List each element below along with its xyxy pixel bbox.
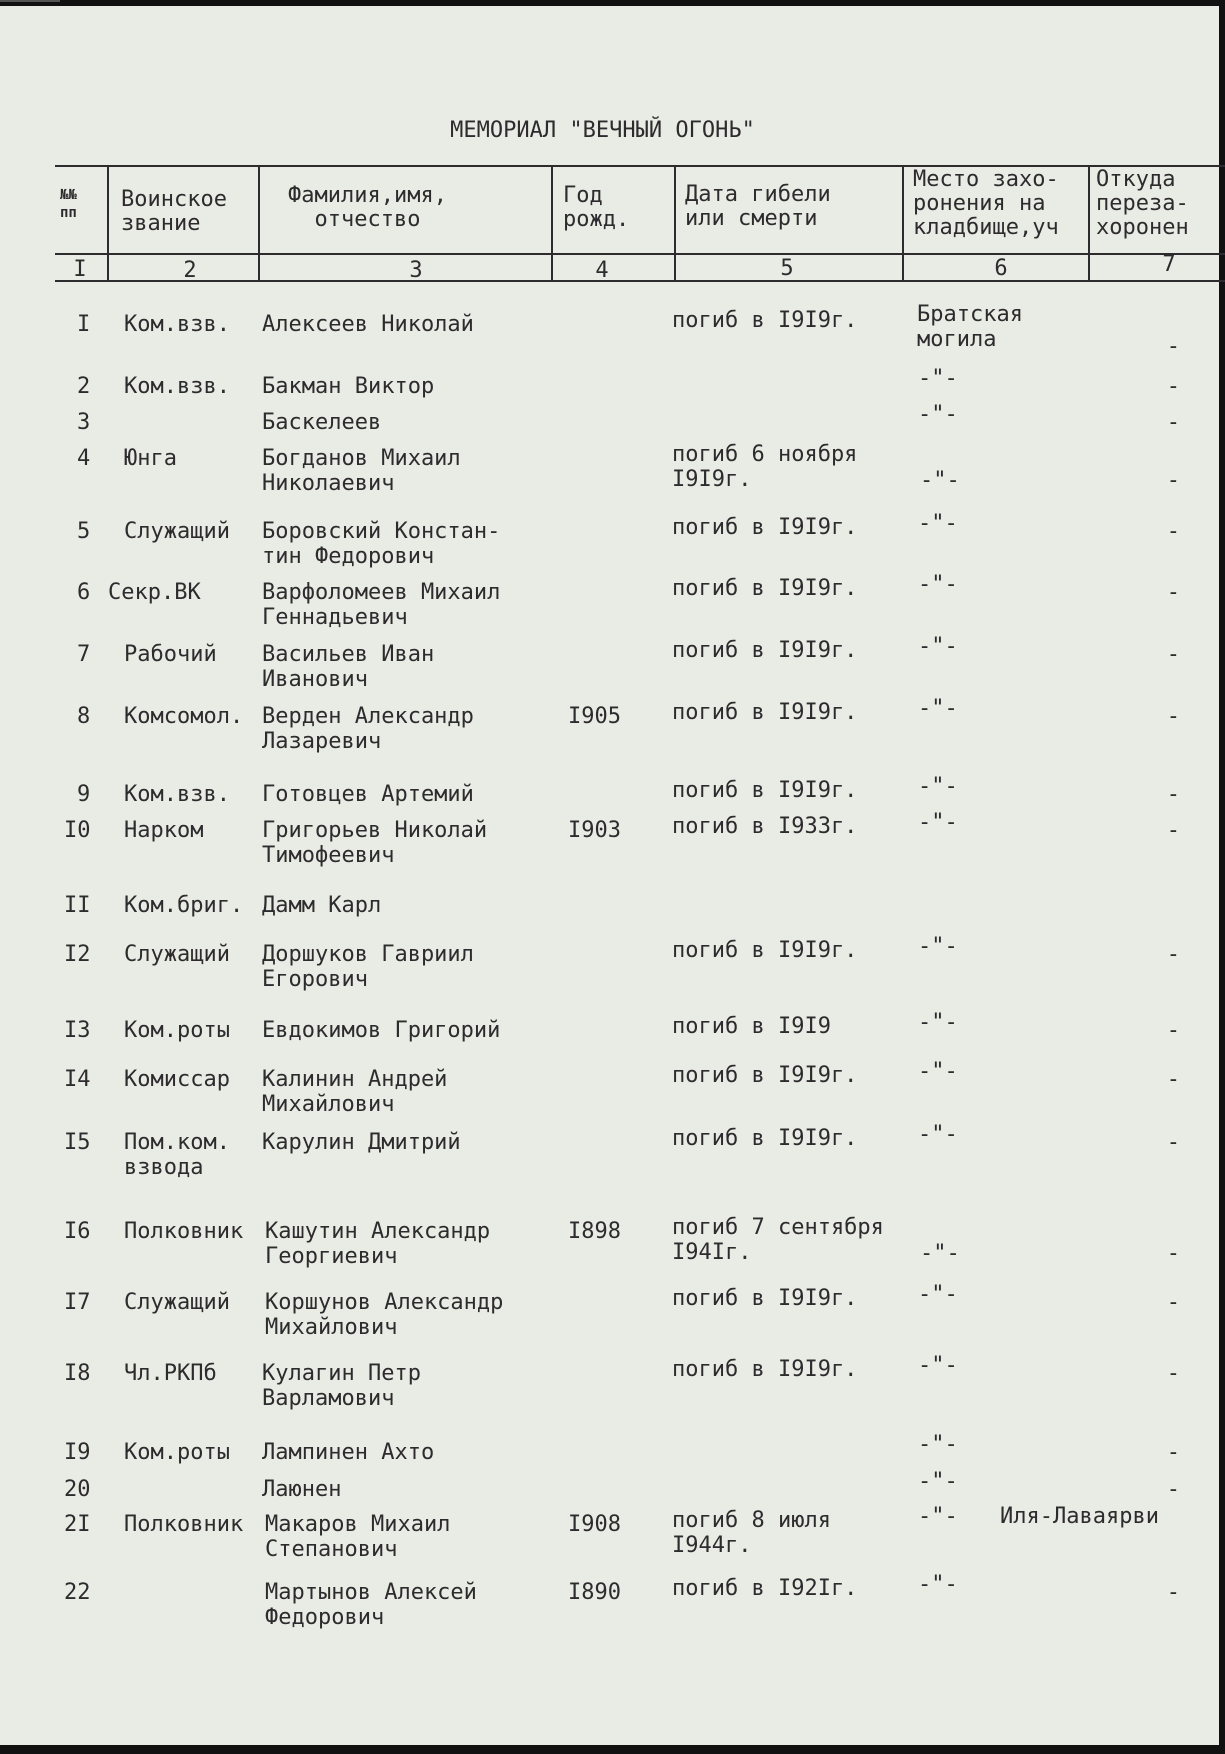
- row-name: Алексеев Николай: [262, 312, 474, 337]
- page-title: МЕМОРИАЛ "ВЕЧНЫЙ ОГОНЬ": [450, 118, 755, 143]
- row-death-date: погиб в I9I9г.: [672, 515, 858, 540]
- row-burial-place: -"-: [918, 634, 958, 659]
- row-reburied-from: -: [1166, 1067, 1180, 1092]
- row-reburied-from: -: [1166, 519, 1180, 544]
- row-reburied-from: -: [1166, 1440, 1180, 1465]
- row-name: Лаюнен: [262, 1477, 342, 1502]
- row-death-date: погиб в I9I9г.: [672, 638, 858, 663]
- row-burial-place: -"-: [918, 1469, 958, 1494]
- column-number-2: 2: [183, 258, 197, 283]
- row-number: 22: [64, 1580, 91, 1605]
- row-reburied-from: -: [1166, 782, 1180, 807]
- row-burial-place: -"-: [918, 696, 958, 721]
- row-reburied-from: -: [1166, 1018, 1180, 1043]
- row-name: Калинин Андрей Михайлович: [262, 1067, 448, 1117]
- row-death-date: погиб в I9I9г.: [672, 308, 858, 333]
- row-death-date: погиб в I9I9г.: [672, 700, 858, 725]
- row-name: Бакман Виктор: [262, 374, 435, 399]
- row-name: Карулин Дмитрий: [262, 1130, 461, 1155]
- row-name: Доршуков Гавриил Егорович: [262, 942, 474, 992]
- row-burial-place: -"-: [918, 366, 958, 391]
- row-name: Кулагин Петр Варламович: [262, 1361, 421, 1411]
- row-burial-place: -"-: [918, 1504, 958, 1529]
- row-name: Дамм Карл: [262, 893, 382, 918]
- row-number: 4: [77, 446, 91, 471]
- col-divider-6: [1088, 165, 1090, 280]
- row-rank: Комиссар: [124, 1067, 230, 1092]
- row-burial-place: -"-: [918, 1010, 958, 1035]
- row-name: Верден Александр Лазаревич: [262, 704, 474, 754]
- row-rank: Полковник: [124, 1219, 244, 1244]
- row-burial-place: -"-: [918, 511, 958, 536]
- row-number: 2: [77, 374, 91, 399]
- row-name: Мартынов Алексей Федорович: [265, 1580, 477, 1630]
- row-number: 2I: [64, 1512, 91, 1537]
- row-reburied-from: -: [1166, 1290, 1180, 1315]
- row-number: II: [64, 893, 91, 918]
- row-reburied-from: -: [1166, 942, 1180, 967]
- header-burial-place: Место захо- ронения на кладбище,уч: [913, 167, 1059, 240]
- row-rank: Ком.роты: [124, 1440, 230, 1465]
- row-rank: Ком.бриг.: [124, 893, 244, 918]
- row-name: Боровский Констан- тин Федорович: [262, 519, 501, 569]
- row-rank: Юнга: [124, 446, 177, 471]
- row-name: Васильев Иван Иванович: [262, 642, 435, 692]
- row-burial-place: -"-: [920, 1241, 960, 1266]
- row-reburied-from: -: [1166, 1477, 1180, 1502]
- column-number-7: 7: [1162, 252, 1176, 277]
- row-number: I5: [64, 1130, 91, 1155]
- number-row-rule: [55, 280, 1225, 282]
- row-death-date: погиб в I92Iг.: [672, 1576, 858, 1601]
- row-rank: Служащий: [124, 1290, 230, 1315]
- row-number: I8: [64, 1361, 91, 1386]
- row-number: I7: [64, 1290, 91, 1315]
- row-rank: Ком.взв.: [124, 374, 230, 399]
- row-burial-place: -"-: [918, 402, 958, 427]
- col-divider-1: [107, 165, 109, 280]
- row-number: 7: [77, 642, 91, 667]
- col-divider-5: [902, 165, 904, 280]
- row-rank: Комсомол.: [124, 704, 244, 729]
- scan-edge-bottom: [0, 1745, 1225, 1754]
- row-death-date: погиб в I9I9г.: [672, 778, 858, 803]
- row-number: I2: [64, 942, 91, 967]
- header-death-date: Дата гибели или смерти: [685, 182, 831, 231]
- column-number-5: 5: [780, 256, 794, 281]
- row-number: 6: [77, 580, 91, 605]
- header-reburied-from: Откуда переза- хоронен: [1096, 167, 1189, 240]
- column-number-1: I: [73, 257, 87, 282]
- row-reburied-from: -: [1166, 334, 1180, 359]
- row-name: Макаров Михаил Степанович: [265, 1512, 451, 1562]
- row-birth-year: I908: [568, 1512, 621, 1537]
- row-number: I0: [64, 818, 91, 843]
- row-burial-place: -"-: [918, 1122, 958, 1147]
- header-birth-year: Год рожд.: [563, 183, 630, 232]
- header-bottom-rule: [55, 253, 1225, 255]
- row-death-date: погиб в I9I9: [672, 1014, 831, 1039]
- row-death-date: погиб в I9I9г.: [672, 1126, 858, 1151]
- header-number: №№ пп: [60, 187, 77, 221]
- row-rank: Служащий: [124, 942, 230, 967]
- column-number-6: 6: [994, 256, 1008, 281]
- row-birth-year: I905: [568, 704, 621, 729]
- row-rank: Служащий: [124, 519, 230, 544]
- row-reburied-from: -: [1166, 580, 1180, 605]
- header-name: Фамилия,имя, отчество: [288, 183, 447, 232]
- row-death-date: погиб в I933г.: [672, 814, 858, 839]
- col-divider-4: [674, 165, 676, 280]
- row-reburied-from: -: [1166, 374, 1180, 399]
- row-rank: Ком.взв.: [124, 782, 230, 807]
- scan-edge-top-mark: [0, 0, 60, 2]
- row-burial-place: -"-: [918, 1432, 958, 1457]
- row-name: Готовцев Артемий: [262, 782, 474, 807]
- row-name: Богданов Михаил Николаевич: [262, 446, 461, 496]
- row-rank: Чл.РКПб: [124, 1361, 217, 1386]
- row-death-date: погиб в I9I9г.: [672, 938, 858, 963]
- row-burial-place: Братская могила: [917, 302, 1023, 352]
- row-rank: Полковник: [124, 1512, 244, 1537]
- row-birth-year: I898: [568, 1219, 621, 1244]
- row-number: 9: [77, 782, 91, 807]
- row-burial-place: -"-: [918, 774, 958, 799]
- row-burial-place: -"-: [918, 934, 958, 959]
- row-burial-place: -"-: [920, 468, 960, 493]
- row-reburied-from: -: [1166, 468, 1180, 493]
- row-rank: Пом.ком. взвода: [124, 1130, 230, 1180]
- row-death-date: погиб в I9I9г.: [672, 1063, 858, 1088]
- row-reburied-from: -: [1166, 1580, 1180, 1605]
- row-number: 8: [77, 704, 91, 729]
- row-rank: Секр.ВК: [108, 580, 201, 605]
- row-number: 20: [64, 1477, 91, 1502]
- scan-edge-top: [0, 0, 1225, 6]
- column-number-4: 4: [595, 258, 609, 283]
- row-rank: Нарком: [124, 818, 204, 843]
- header-rank: Воинское звание: [121, 187, 227, 236]
- row-death-date: погиб в I9I9г.: [672, 576, 858, 601]
- row-reburied-from: -: [1166, 704, 1180, 729]
- row-rank: Ком.взв.: [124, 312, 230, 337]
- row-number: I4: [64, 1067, 91, 1092]
- row-reburied-from: Иля-Лаваярви: [1000, 1504, 1159, 1529]
- scan-edge-right: [1219, 0, 1225, 1754]
- row-death-date: погиб в I9I9г.: [672, 1286, 858, 1311]
- row-reburied-from: -: [1166, 410, 1180, 435]
- row-number: 3: [77, 410, 91, 435]
- row-name: Григорьев Николай Тимофеевич: [262, 818, 488, 868]
- column-number-3: 3: [409, 258, 423, 283]
- row-reburied-from: -: [1166, 1130, 1180, 1155]
- row-death-date: погиб 8 июля I944г.: [672, 1508, 831, 1558]
- row-reburied-from: -: [1166, 642, 1180, 667]
- row-death-date: погиб 7 сентября I94Iг.: [672, 1215, 884, 1265]
- row-burial-place: -"-: [918, 810, 958, 835]
- row-reburied-from: -: [1166, 818, 1180, 843]
- row-reburied-from: -: [1166, 1361, 1180, 1386]
- row-name: Евдокимов Григорий: [262, 1018, 501, 1043]
- row-number: I6: [64, 1219, 91, 1244]
- row-birth-year: I890: [568, 1580, 621, 1605]
- row-burial-place: -"-: [918, 1572, 958, 1597]
- row-birth-year: I903: [568, 818, 621, 843]
- row-rank: Рабочий: [124, 642, 217, 667]
- row-name: Кашутин Александр Георгиевич: [265, 1219, 491, 1269]
- row-name: Коршунов Александр Михайлович: [265, 1290, 504, 1340]
- row-reburied-from: -: [1166, 1241, 1180, 1266]
- row-number: 5: [77, 519, 91, 544]
- row-death-date: погиб 6 ноября I9I9г.: [672, 442, 858, 492]
- row-burial-place: -"-: [918, 1282, 958, 1307]
- row-rank: Ком.роты: [124, 1018, 230, 1043]
- row-name: Лампинен Ахто: [262, 1440, 435, 1465]
- row-burial-place: -"-: [918, 572, 958, 597]
- row-name: Баскелеев: [262, 410, 382, 435]
- row-burial-place: -"-: [918, 1059, 958, 1084]
- row-number: I3: [64, 1018, 91, 1043]
- row-number: I: [77, 312, 91, 337]
- col-divider-2: [258, 165, 260, 280]
- row-death-date: погиб в I9I9г.: [672, 1357, 858, 1382]
- row-name: Варфоломеев Михаил Геннадьевич: [262, 580, 501, 630]
- row-burial-place: -"-: [918, 1353, 958, 1378]
- col-divider-3: [551, 165, 553, 280]
- row-number: I9: [64, 1440, 91, 1465]
